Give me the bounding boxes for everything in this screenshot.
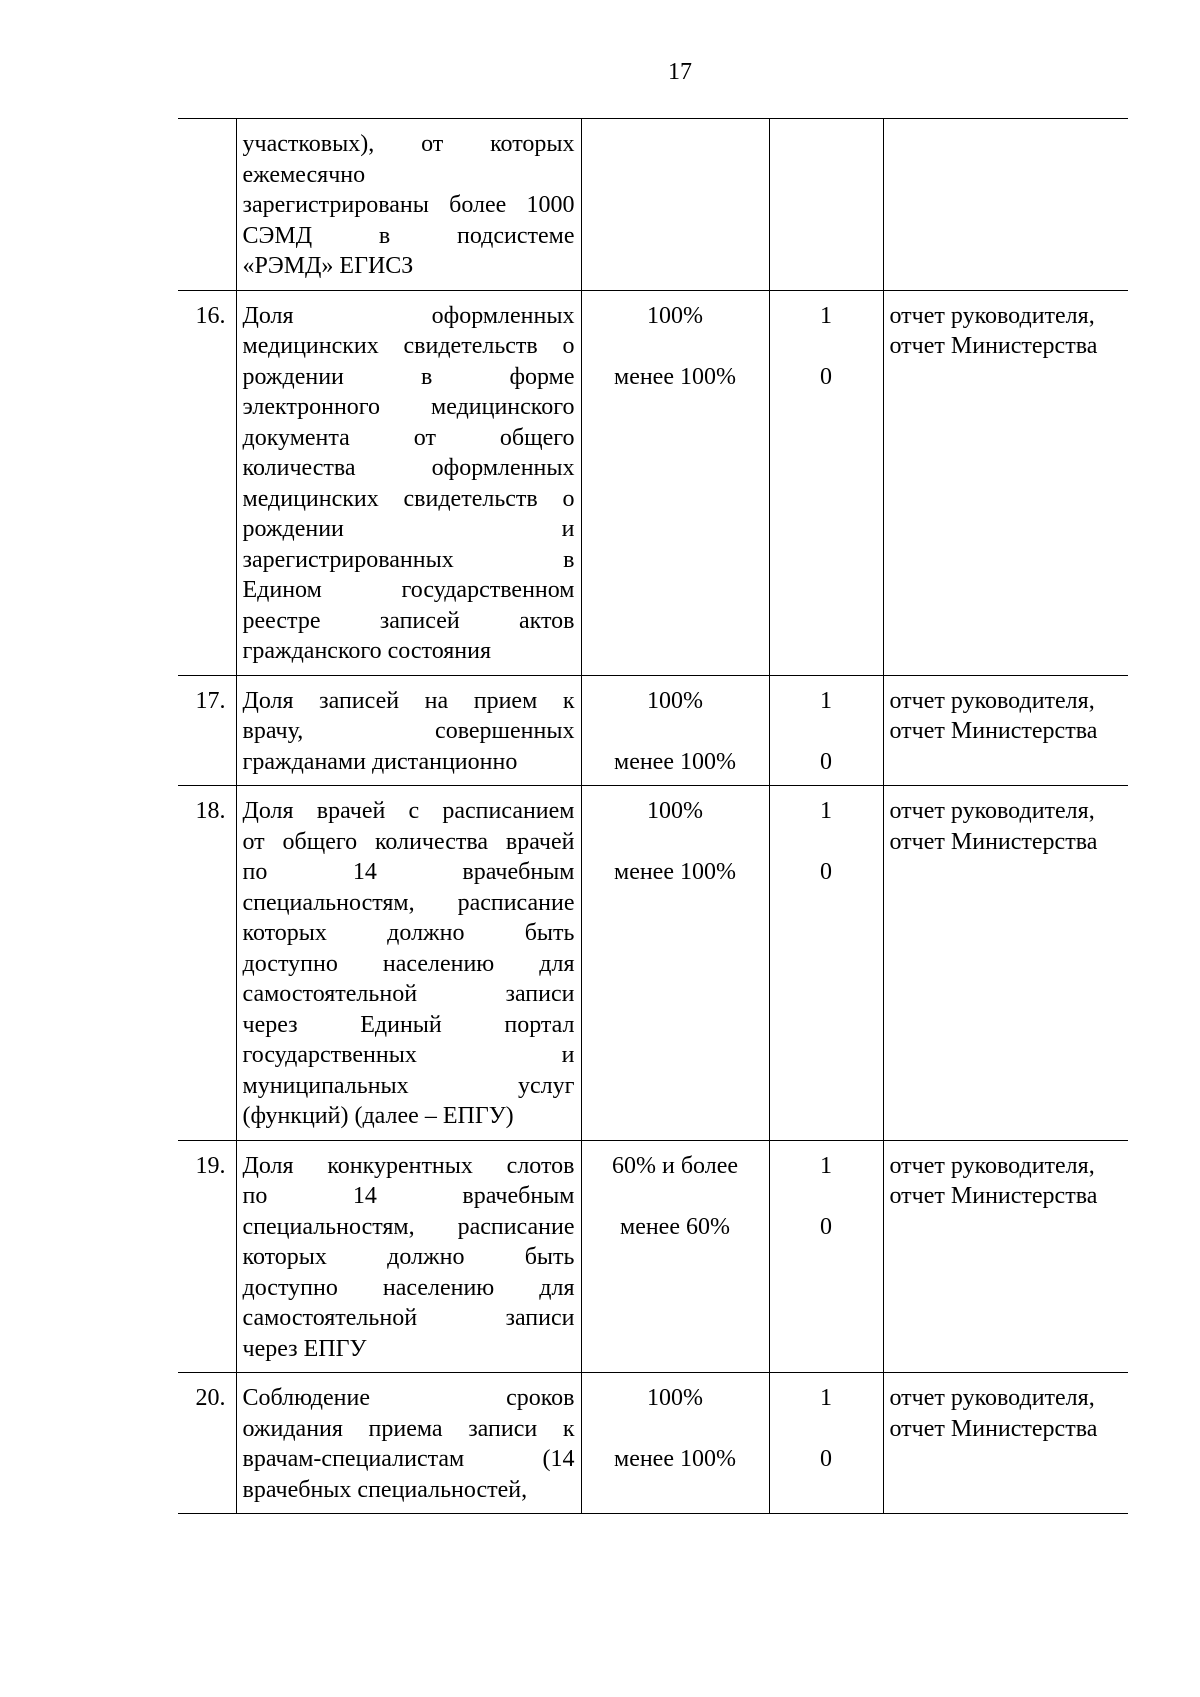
value-item: менее 100%: [614, 1446, 736, 1472]
indicator-name-line: гражданами дистанционно: [242, 748, 518, 775]
value-item: 100%: [647, 1385, 703, 1411]
indicator-name-line: количества оформленных: [242, 455, 575, 481]
indicator-source: отчет руководителя, отчет Министерства: [883, 675, 1128, 786]
indicator-name-line: документа от общего: [242, 424, 575, 451]
indicator-score: [769, 1140, 883, 1373]
row-number: 20.: [178, 1373, 236, 1514]
indicator-name-line: Доля конкурентных слотов: [242, 1152, 575, 1179]
indicator-name-line: Соблюдение сроков: [242, 1385, 575, 1411]
indicator-value: [581, 786, 769, 1141]
indicator-name-line: зарегистрированных в: [242, 546, 575, 573]
indicator-score: [769, 675, 883, 786]
indicator-name-line: ежемесячно: [242, 161, 366, 188]
indicator-name-line: реестре записей актов: [242, 607, 575, 634]
indicator-name-line: через ЕПГУ: [242, 1335, 367, 1362]
indicator-name-line: которых должно быть: [242, 920, 575, 946]
indicator-name-line: участковых), от которых: [242, 131, 575, 157]
row-number: 17.: [178, 675, 236, 786]
indicator-name: [236, 786, 581, 1141]
indicator-source: отчет руководителя, отчет Министерства: [883, 1140, 1128, 1373]
indicators-table: [178, 118, 1128, 1514]
score-item: 0: [820, 748, 832, 775]
score-item: 0: [820, 1446, 832, 1472]
indicator-name-line: от общего количества врачей: [242, 828, 575, 855]
indicator-name-line: которых должно быть: [242, 1244, 575, 1270]
indicator-name-line: самостоятельной записи: [242, 1305, 575, 1331]
value-item: 100%: [647, 302, 703, 329]
indicator-source: отчет руководителя, отчет Министерства: [883, 786, 1128, 1141]
score-item: 1: [820, 1385, 832, 1411]
row-number: [178, 119, 236, 291]
table-row: [178, 786, 1128, 1141]
indicator-name-line: по 14 врачебным: [242, 859, 575, 885]
score-item: 0: [820, 1213, 832, 1240]
indicator-name-line: специальностям, расписание: [242, 889, 575, 916]
indicator-source: [883, 119, 1128, 291]
indicator-value: [581, 1373, 769, 1514]
score-item: 1: [820, 798, 832, 824]
indicator-name-line: медицинских свидетельств о: [242, 485, 575, 512]
score-item: 1: [820, 1152, 832, 1179]
indicator-name-line: зарегистрированы более 1000: [242, 192, 575, 218]
score-item: 0: [820, 363, 832, 390]
indicator-value: [581, 119, 769, 291]
indicator-name-line: медицинских свидетельств о: [242, 333, 575, 359]
indicator-value: [581, 675, 769, 786]
indicator-name-line: (функций) (далее – ЕПГУ): [242, 1103, 514, 1129]
value-item: 60% и более: [611, 1152, 738, 1179]
table-row: [178, 119, 1128, 291]
value-item: менее 100%: [614, 363, 736, 390]
indicator-name-line: «РЭМД» ЕГИСЗ: [242, 253, 414, 279]
table-row: [178, 1373, 1128, 1514]
indicator-name-line: рождении и: [242, 516, 575, 542]
indicator-name: [236, 1140, 581, 1373]
indicator-name-line: Доля записей на прием к: [242, 687, 575, 714]
score-item: 1: [820, 302, 832, 329]
indicator-name-line: муниципальных услуг: [242, 1072, 575, 1099]
indicator-name-line: через Единый портал: [242, 1011, 575, 1038]
value-item: менее 100%: [614, 748, 736, 775]
indicator-name: [236, 1373, 581, 1514]
value-item: 100%: [647, 798, 703, 824]
indicator-name-line: по 14 врачебным: [242, 1183, 575, 1209]
indicator-name-line: рождении в форме: [242, 363, 575, 390]
row-number: 18.: [178, 786, 236, 1141]
value-item: менее 100%: [614, 859, 736, 885]
indicator-source: отчет руководителя, отчет Министерства: [883, 290, 1128, 675]
indicator-name-line: врачу, совершенных: [242, 718, 575, 744]
indicator-score: [769, 290, 883, 675]
indicator-name-line: доступно населению для: [242, 950, 575, 977]
indicator-name-line: СЭМД в подсистеме: [242, 222, 575, 249]
indicator-source: отчет руководителя, отчет Министерства: [883, 1373, 1128, 1514]
indicator-score: [769, 1373, 883, 1514]
indicator-score: [769, 119, 883, 291]
indicator-name: [236, 675, 581, 786]
indicator-name-line: электронного медицинского: [242, 394, 575, 420]
table-row: [178, 1140, 1128, 1373]
indicator-name-line: врачебных специальностей,: [242, 1476, 528, 1503]
row-number: 16.: [178, 290, 236, 675]
indicator-name-line: доступно населению для: [242, 1274, 575, 1301]
indicator-name-line: специальностям, расписание: [242, 1213, 575, 1240]
indicator-name-line: гражданского состояния: [242, 638, 492, 664]
indicator-name: [236, 119, 581, 291]
indicator-name-line: врачам-специалистам (14: [242, 1446, 575, 1472]
indicator-name-line: Едином государственном: [242, 577, 575, 603]
indicator-name-line: Доля оформленных: [242, 302, 575, 329]
table-row: [178, 290, 1128, 675]
row-number: 19.: [178, 1140, 236, 1373]
indicator-name-line: ожидания приема записи к: [242, 1415, 575, 1442]
value-item: 100%: [647, 687, 703, 714]
indicator-score: [769, 786, 883, 1141]
page-number: 17: [668, 59, 692, 85]
table-row: [178, 675, 1128, 786]
indicator-name-line: Доля врачей с расписанием: [242, 798, 575, 824]
indicator-name-line: государственных и: [242, 1042, 575, 1068]
indicator-name: [236, 290, 581, 675]
score-item: 0: [820, 859, 832, 885]
indicator-value: [581, 290, 769, 675]
indicator-name-line: самостоятельной записи: [242, 981, 575, 1007]
value-item: менее 60%: [620, 1213, 730, 1240]
indicator-value: [581, 1140, 769, 1373]
score-item: 1: [820, 687, 832, 714]
